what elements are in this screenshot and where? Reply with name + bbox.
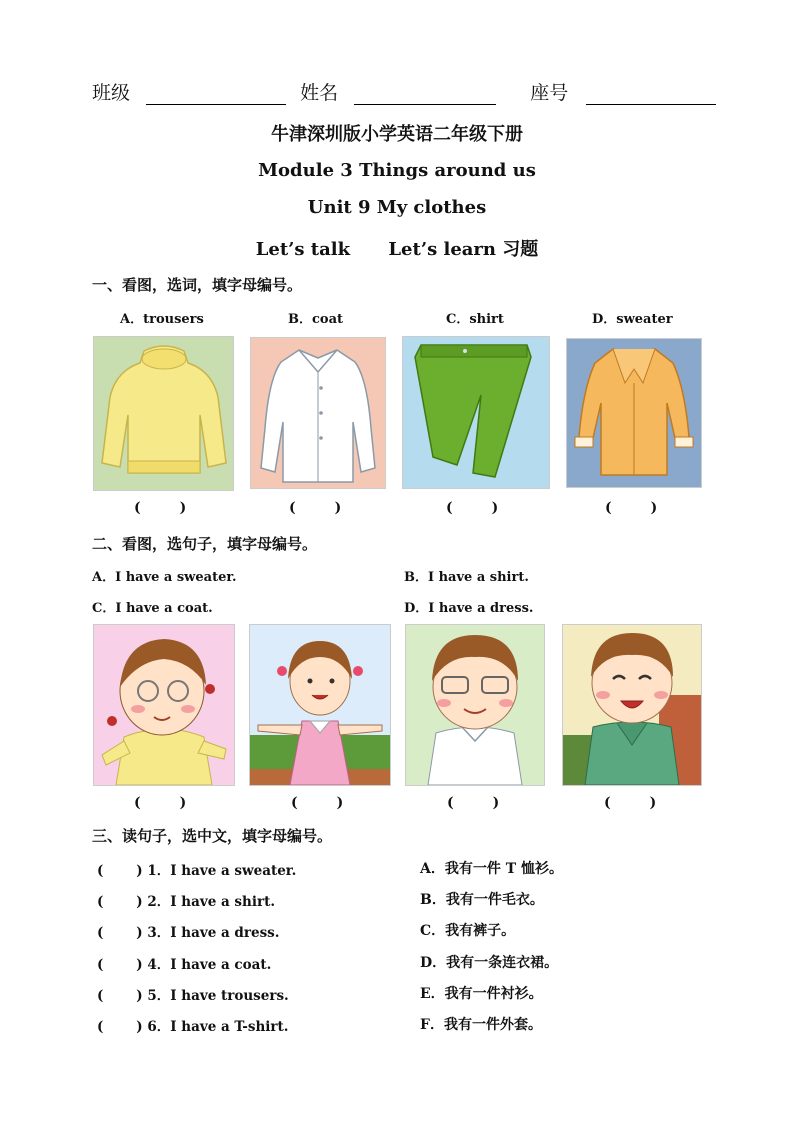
talk-label: Let’s talk: [255, 239, 351, 260]
chinese-choice: D．我有一条连衣裙。: [420, 955, 559, 971]
chinese-choice: C．我有裤子。: [420, 923, 516, 939]
question-item[interactable]: ( ) 2．I have a shirt.: [97, 894, 276, 910]
question-item[interactable]: ( ) 3．I have a dress.: [97, 925, 280, 941]
shirt-icon: [250, 337, 386, 489]
question-item[interactable]: ( ) 6．I have a T-shirt.: [97, 1019, 289, 1035]
answer-blank[interactable]: ( ): [446, 500, 499, 516]
answer-blank[interactable]: ( ): [447, 795, 500, 811]
question-item[interactable]: ( ) 4．I have a coat.: [97, 957, 272, 973]
answer-blank[interactable]: ( ): [291, 795, 344, 811]
boy-coat-illustration: [562, 624, 702, 786]
sentence-option-c: C．I have a coat.: [92, 601, 213, 616]
chinese-choice: B．我有一件毛衣。: [420, 892, 544, 908]
lesson-title: [0, 235, 794, 261]
student-info-header: [92, 78, 716, 105]
answer-blank[interactable]: ( ): [134, 500, 187, 516]
module-title: Module 3 Things around us: [258, 160, 536, 181]
option-d: D．sweater: [592, 312, 673, 327]
sentence-option-b: B．I have a shirt.: [404, 570, 529, 585]
trousers-icon: [402, 336, 550, 489]
name-label: 姓名: [300, 82, 339, 104]
section2-heading: 二、看图，选句子，填字母编号。: [92, 535, 318, 553]
chinese-choice: A．我有一件 T 恤衫。: [420, 861, 564, 877]
answer-blank[interactable]: ( ): [289, 500, 342, 516]
answer-blank[interactable]: ( ): [604, 795, 657, 811]
unit-title: Unit 9 My clothes: [307, 197, 487, 218]
question-item[interactable]: ( ) 5．I have trousers.: [97, 988, 289, 1004]
option-c: C．shirt: [446, 312, 504, 327]
coat-icon: [566, 338, 702, 488]
option-b: B．coat: [288, 312, 344, 327]
answer-blank[interactable]: ( ): [134, 795, 187, 811]
class-label: 班级: [92, 82, 131, 104]
girl-dress-illustration: [249, 624, 391, 786]
book-title: 牛津深圳版小学英语二年级下册: [271, 124, 523, 145]
girl-sweater-illustration: [93, 624, 235, 786]
question-item[interactable]: ( ) 1．I have a sweater.: [97, 863, 297, 879]
sweater-icon: [93, 336, 234, 491]
sentence-option-a: A．I have a sweater.: [92, 570, 237, 585]
class-blank[interactable]: [146, 84, 286, 105]
name-blank[interactable]: [354, 84, 496, 105]
section1-heading: 一、看图，选词，填字母编号。: [92, 276, 303, 294]
seat-label: 座号: [530, 82, 569, 104]
chinese-choice: E．我有一件衬衫。: [420, 986, 543, 1002]
section3-heading: 三、读句子，选中文，填字母编号。: [92, 827, 333, 845]
boy-shirt-illustration: [405, 624, 545, 786]
answer-blank[interactable]: ( ): [605, 500, 658, 516]
learn-label: Let’s learn 习题: [388, 239, 539, 260]
sentence-option-d: D．I have a dress.: [404, 601, 534, 616]
option-a: A．trousers: [120, 312, 204, 327]
chinese-choice: F．我有一件外套。: [420, 1017, 542, 1033]
seat-blank[interactable]: [586, 84, 716, 105]
